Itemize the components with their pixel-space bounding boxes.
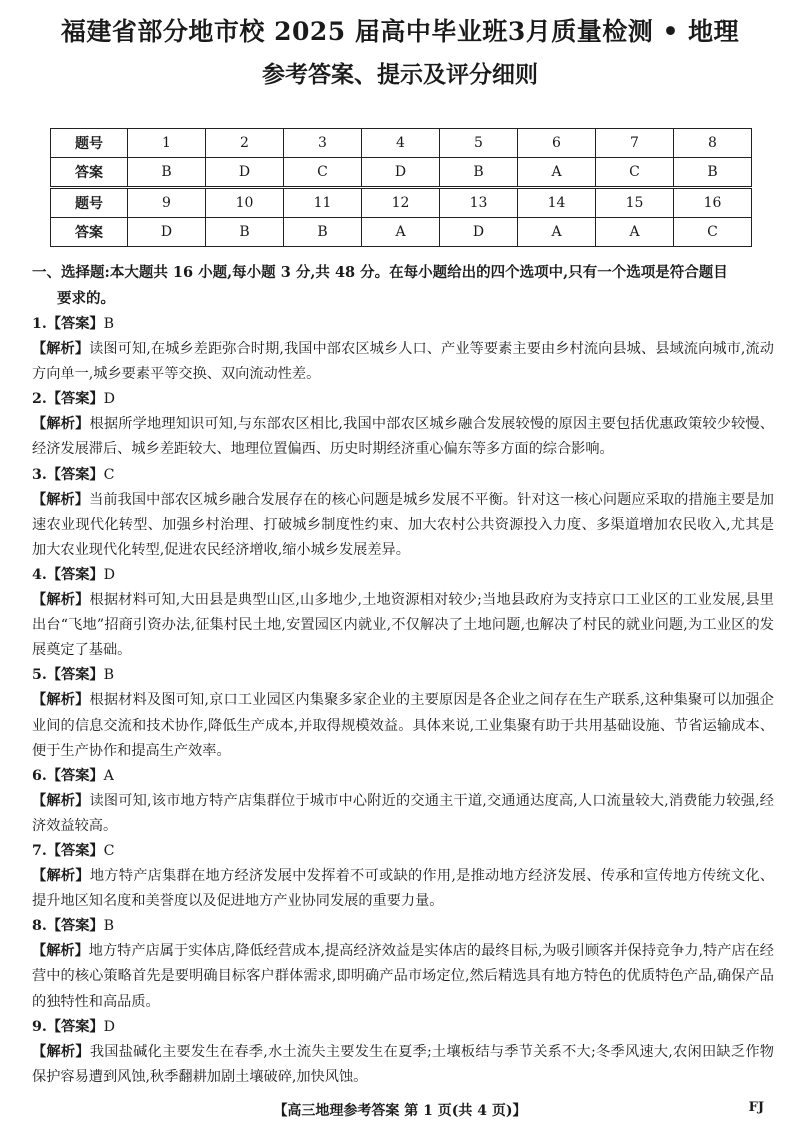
- question-block: [32, 839, 774, 914]
- answer-label: 【答案】: [46, 566, 104, 583]
- row-label-answer: 答案: [51, 158, 128, 188]
- table-row-answers-1: [51, 158, 752, 188]
- answer-label: 【答案】: [46, 667, 104, 684]
- question-block: [32, 463, 774, 563]
- question-number-cell: 8: [674, 129, 752, 158]
- question-number-cell: 6: [518, 129, 596, 158]
- table-row-question-numbers-1: [51, 129, 752, 158]
- question-number-cell: 7: [596, 129, 674, 158]
- question-number-cell: 9: [128, 188, 206, 218]
- row-label-answer: 答案: [51, 218, 128, 247]
- answer-value: B: [103, 667, 115, 684]
- answer-line: [32, 1015, 774, 1040]
- question-number-cell: 11: [284, 188, 362, 218]
- question-block: [32, 1015, 774, 1090]
- question-number-cell: 1: [128, 129, 206, 158]
- answer-cell: B: [674, 158, 752, 188]
- answer-value: C: [103, 466, 115, 483]
- question-block: [32, 663, 774, 763]
- table-row-answers-2: [51, 218, 752, 247]
- analysis-label: 【解析】: [32, 692, 90, 709]
- explanation-text: 读图可知,该市地方特产店集群位于城市中心附近的交通主干道,交通通达度高,人口流量较大,消费能力较强,经济效益较高。: [32, 792, 774, 834]
- answer-line: [32, 312, 774, 337]
- analysis-label: 【解析】: [32, 792, 90, 809]
- answer-table: [50, 128, 752, 247]
- answer-value: B: [103, 316, 115, 332]
- answer-cell: D: [440, 218, 518, 247]
- section-line-1: 一、选择题:本大题共 16 小题,每小题 3 分,共 48 分。在每小题给出的四个选项中,只有一个选项是符合题目: [32, 264, 728, 281]
- answer-cell: C: [596, 158, 674, 188]
- answer-cell: D: [362, 158, 440, 188]
- answer-cell: A: [596, 218, 674, 247]
- question-number: 9.: [32, 1018, 47, 1035]
- answer-value: D: [103, 1018, 115, 1035]
- question-number-cell: 3: [284, 129, 362, 158]
- explanation: [32, 412, 774, 462]
- answer-line: [32, 663, 774, 688]
- analysis-label: 【解析】: [32, 341, 90, 358]
- question-number-cell: 4: [362, 129, 440, 158]
- answer-label: 【答案】: [46, 391, 104, 408]
- explanation-text: 根据材料及图可知,京口工业园区内集聚多家企业的主要原因是各企业之间存在生产联系,这种集聚可以加强企业间的信息交流和技术协作,降低生产成本,并取得规模效益。具体来说,工业集聚有助于共用基础设施、节省运输成本、便于生产协作和提高生产效率。: [32, 692, 774, 759]
- answer-label: 【答案】: [46, 842, 104, 859]
- question-number: 4.: [32, 566, 47, 583]
- answer-cell: C: [284, 158, 362, 188]
- row-label-question: 题号: [51, 188, 128, 218]
- answer-line: [32, 463, 774, 488]
- question-number-cell: 12: [362, 188, 440, 218]
- answer-cell: B: [284, 218, 362, 247]
- explanation-text: 当前我国中部农区城乡融合发展存在的核心问题是城乡发展不平衡。针对这一核心问题应采取的措施主要是加速农业现代化转型、加强乡村治理、打破城乡制度性约束、加大农村公共资源投入力度、多渠道增加农民收入,尤其是加大农业现代化转型,促进农民经济增收,缩小城乡发展差异。: [32, 491, 774, 558]
- question-block: [32, 563, 774, 663]
- explanation: [32, 588, 774, 663]
- explanation: [32, 688, 774, 763]
- answer-label: 【答案】: [46, 767, 104, 784]
- question-number: 2.: [32, 391, 47, 408]
- footer-code: FJ: [748, 1100, 764, 1115]
- analysis-label: 【解析】: [32, 416, 90, 433]
- question-number: 8.: [32, 918, 47, 935]
- question-number-cell: 10: [206, 188, 284, 218]
- question-number: 7.: [32, 842, 47, 859]
- question-number-cell: 13: [440, 188, 518, 218]
- explanation-text: 根据所学地理知识可知,与东部农区相比,我国中部农区城乡融合发展较慢的原因主要包括优惠政策较少较慢、经济发展滞后、城乡差距较大、地理位置偏西、历史时期经济重心偏东等多方面的综合影响。: [32, 416, 774, 458]
- answer-cell: A: [518, 158, 596, 188]
- question-block: [32, 914, 774, 1014]
- analysis-label: 【解析】: [32, 491, 90, 508]
- section-instructions: [32, 260, 772, 312]
- answer-value: D: [103, 391, 115, 408]
- answer-cell: A: [362, 218, 440, 247]
- answer-label: 【答案】: [46, 918, 104, 935]
- answer-value: D: [103, 566, 115, 583]
- explanation: [32, 864, 774, 914]
- explanation-text: 地方特产店属于实体店,降低经营成本,提高经济效益是实体店的最终目标,为吸引顾客并保持竞争力,特产店在经营中的核心策略首先是要明确目标客户群体需求,即明确产品市场定位,然后精选具有地方特色的优质特色产品,确保产品的独特性和高品质。: [32, 943, 774, 1010]
- section-line-2: 要求的。: [57, 290, 115, 307]
- answer-line: [32, 563, 774, 588]
- question-number-cell: 16: [674, 188, 752, 218]
- answer-cell: C: [674, 218, 752, 247]
- answer-label: 【答案】: [46, 316, 104, 332]
- answer-cell: B: [206, 218, 284, 247]
- explanation-text: 根据材料可知,大田县是典型山区,山多地少,土地资源相对较少;当地县政府为支持京口工业区的工业发展,县里出台“飞地”招商引资办法,征集村民土地,安置园区内就业,不仅解决了土地问题,也解决了村民的就业问题,为工业区的发展奠定了基础。: [32, 592, 774, 659]
- question-number: 6.: [32, 767, 47, 784]
- explanation: [32, 939, 774, 1014]
- question-number: 5.: [32, 667, 47, 684]
- analysis-label: 【解析】: [32, 592, 90, 609]
- question-number: 3.: [32, 466, 47, 483]
- question-number: 1.: [32, 316, 47, 332]
- page-footer: 【高三地理参考答案 第 1 页(共 4 页)】: [273, 1103, 527, 1119]
- question-block: [32, 312, 774, 387]
- page-title: 福建省部分地市校 2025 届高中毕业班3月质量检测 • 地理: [60, 17, 740, 46]
- answer-label: 【答案】: [46, 466, 104, 483]
- answer-line: [32, 914, 774, 939]
- answer-cell: B: [440, 158, 518, 188]
- table-row-question-numbers-2: [51, 188, 752, 218]
- answer-cell: D: [128, 218, 206, 247]
- row-label-question: 题号: [51, 129, 128, 158]
- answer-cell: D: [206, 158, 284, 188]
- answer-cell: B: [128, 158, 206, 188]
- page-subtitle: 参考答案、提示及评分细则: [262, 61, 538, 88]
- answer-value: B: [103, 918, 115, 935]
- analysis-label: 【解析】: [32, 1043, 90, 1060]
- analysis-label: 【解析】: [32, 868, 90, 885]
- answer-line: [32, 839, 774, 864]
- answer-label: 【答案】: [46, 1018, 104, 1035]
- question-block: [32, 387, 774, 462]
- explanation-text: 我国盐碱化主要发生在春季,水土流失主要发生在夏季;土壤板结与季节关系不大;冬季风速大,农闲田缺乏作物保护容易遭到风蚀,秋季翻耕加剧土壤破碎,加快风蚀。: [32, 1043, 774, 1085]
- question-number-cell: 2: [206, 129, 284, 158]
- answer-line: [32, 387, 774, 412]
- answer-value: A: [103, 767, 114, 784]
- answer-cell: A: [518, 218, 596, 247]
- analysis-label: 【解析】: [32, 943, 89, 960]
- answer-value: C: [103, 842, 115, 859]
- explanation: [32, 1040, 774, 1090]
- explanation: [32, 337, 774, 387]
- question-number-cell: 5: [440, 129, 518, 158]
- explanation-text: 读图可知,在城乡差距弥合时期,我国中部农区城乡人口、产业等要素主要由乡村流向县城、县域流向城市,流动方向单一,城乡要素平等交换、双向流动性差。: [32, 341, 774, 383]
- explanation-text: 地方特产店集群在地方经济发展中发挥着不可或缺的作用,是推动地方经济发展、传承和宣传地方传统文化、提升地区知名度和美誉度以及促进地方产业协同发展的重要力量。: [32, 868, 774, 910]
- question-block: [32, 764, 774, 839]
- explanation: [32, 789, 774, 839]
- explanation: [32, 488, 774, 563]
- question-number-cell: 15: [596, 188, 674, 218]
- question-number-cell: 14: [518, 188, 596, 218]
- answer-line: [32, 764, 774, 789]
